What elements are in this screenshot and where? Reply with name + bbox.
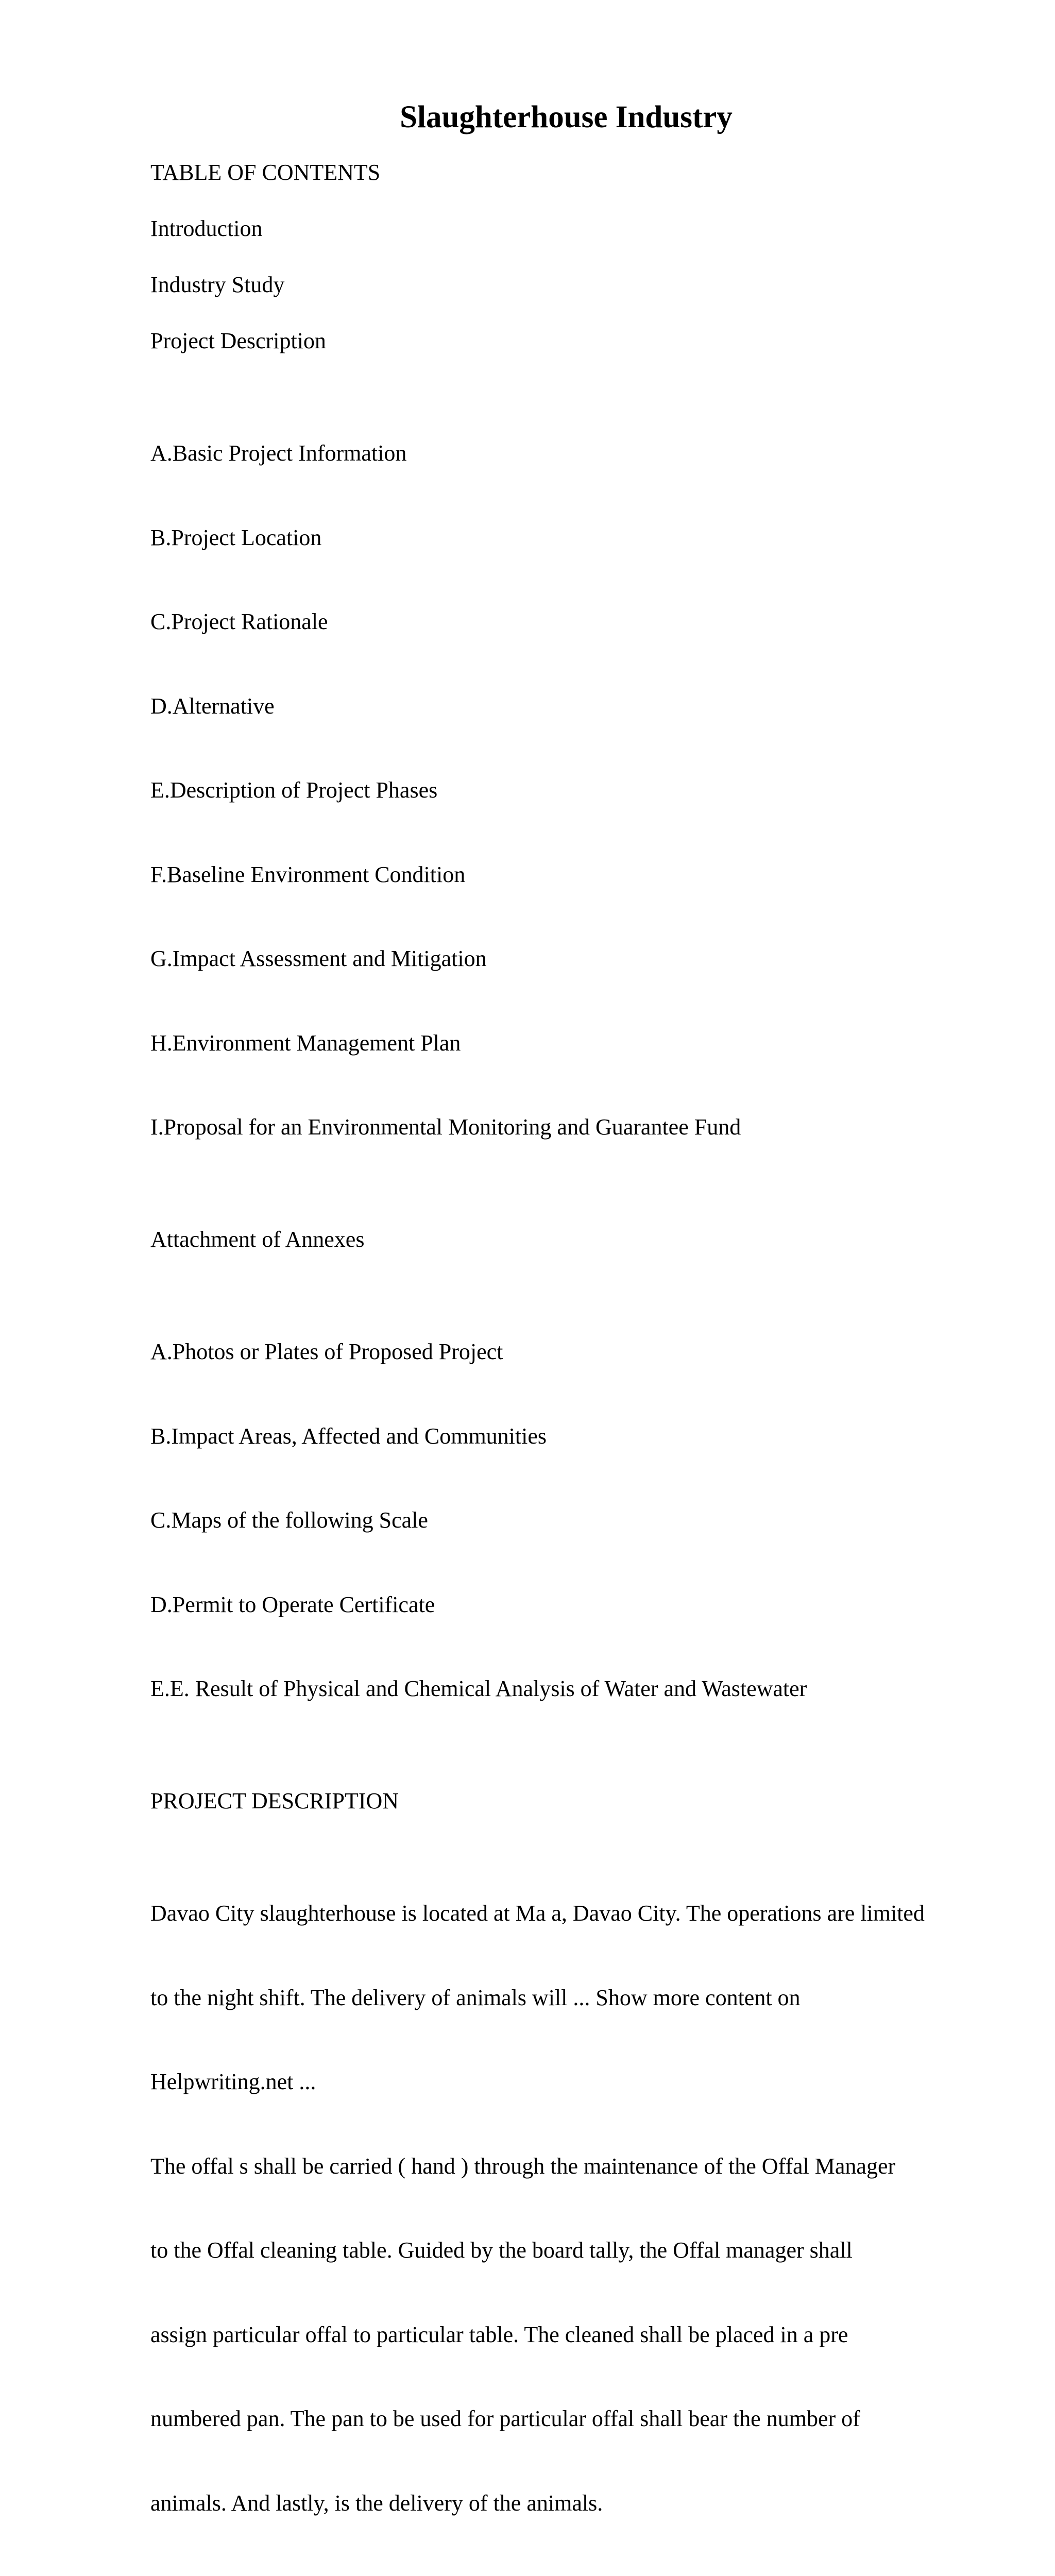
text-line: Helpwriting.net ... xyxy=(150,2069,316,2094)
toc-heading: TABLE OF CONTENTS xyxy=(150,160,381,185)
text-line: Davao City slaughterhouse is located at Ma a, Davao City. The operations are limited xyxy=(150,1901,925,1926)
list-item: C.Project Rationale xyxy=(150,609,328,634)
text-line: animals. And lastly, is the delivery of the animals. xyxy=(150,2490,603,2516)
document-body xyxy=(150,159,995,2576)
list-item: G.Impact Assessment and Mitigation xyxy=(150,946,487,971)
list-item: A.Photos or Plates of Proposed Project xyxy=(150,1339,503,1364)
text-line: numbered pan. The pan to be used for particular offal shall bear the number of xyxy=(150,2406,860,2431)
text-line: to the night shift. The delivery of animals will ... Show more content on xyxy=(150,1985,801,2010)
toc-section-project-description: Project Description xyxy=(150,328,326,353)
text-line: assign particular offal to particular table. The cleaned shall be placed in a pre xyxy=(150,2321,848,2347)
page-title: Slaughterhouse Industry xyxy=(400,100,733,134)
project-description-heading: PROJECT DESCRIPTION xyxy=(150,1788,399,1814)
list-item: E.E. Result of Physical and Chemical Analysis of Water and Wastewater xyxy=(150,1676,807,1701)
text-line: The offal s shall be carried ( hand ) through the maintenance of the Offal Manager xyxy=(150,2153,896,2179)
list-item: D.Permit to Operate Certificate xyxy=(150,1591,435,1617)
list-item: B.Impact Areas, Affected and Communities xyxy=(150,1423,547,1449)
project-description-text xyxy=(150,1843,995,2573)
annexes-heading: Attachment of Annexes xyxy=(150,1227,365,1252)
list-item: C.Maps of the following Scale xyxy=(150,1507,428,1533)
list-item: A.Basic Project Information xyxy=(150,440,407,466)
text-line: to the Offal cleaning table. Guided by the board tally, the Offal manager shall xyxy=(150,2238,853,2263)
list-item: E.Description of Project Phases xyxy=(150,777,438,803)
toc-section-industry-study: Industry Study xyxy=(150,272,285,297)
toc-section-introduction: Introduction xyxy=(150,216,263,241)
list-item: B.Project Location xyxy=(150,524,322,550)
list-item: I.Proposal for an Environmental Monitoring and Guarantee Fund xyxy=(150,1114,741,1140)
project-items-list xyxy=(150,383,995,1198)
annex-items-list xyxy=(150,1282,995,1759)
list-item: F.Baseline Environment Condition xyxy=(150,861,466,887)
list-item: D.Alternative xyxy=(150,693,275,719)
list-item: H.Environment Management Plan xyxy=(150,1030,461,1056)
